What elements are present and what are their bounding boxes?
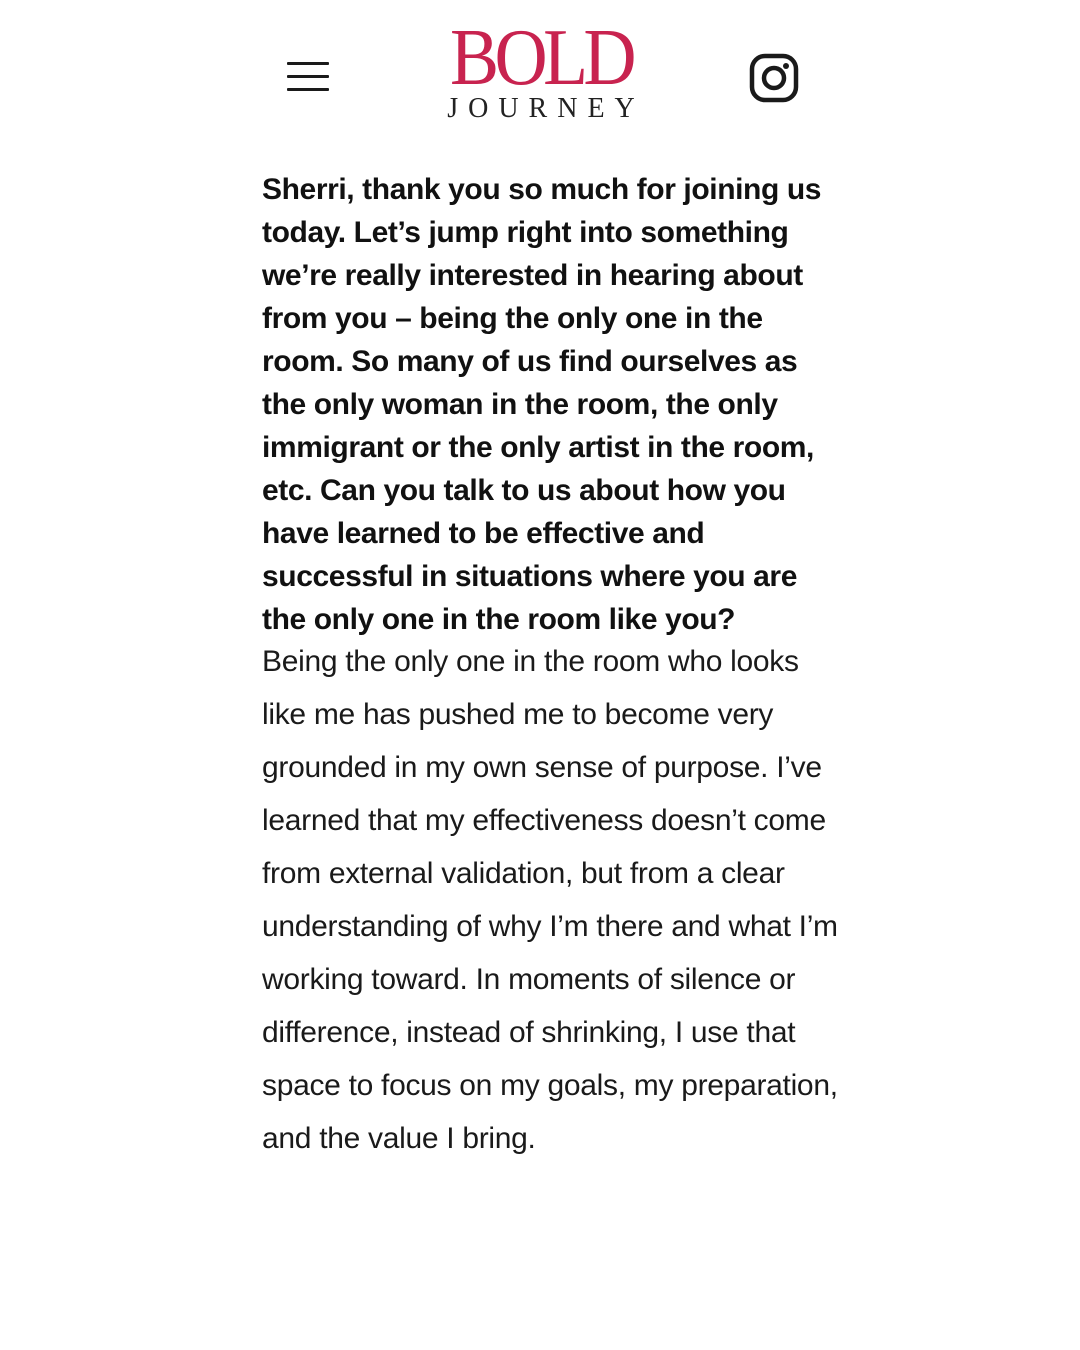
- logo-journey-text: JOURNEY: [447, 93, 645, 124]
- site-header: [0, 0, 1080, 140]
- instagram-button[interactable]: [748, 52, 800, 104]
- interview-answer: Being the only one in the room who looks like me has pushed me to become very grounded in my own sense of purpose. I’ve learned that my effectiveness doesn’t come from external validation, but from a clear understanding of why I’m there and what I’m working toward. In moments of silence or difference, instead of shrinking, I use that space to focus on my goals, my preparation, and the value I bring.: [262, 645, 838, 1155]
- hamburger-line: [287, 88, 329, 91]
- article-body: [262, 168, 842, 1165]
- hamburger-menu-icon: [287, 62, 329, 65]
- logo-bold-text: BOLD: [450, 14, 632, 102]
- menu-button[interactable]: [280, 52, 334, 102]
- site-logo[interactable]: [410, 14, 672, 130]
- hamburger-line: [287, 75, 329, 78]
- instagram-icon: [748, 52, 800, 104]
- interview-question: Sherri, thank you so much for joining us today. Let’s jump right into something we’re really interested in hearing about from you – being the only one in the room. So many of us find ourselves as the only woman in the room, the only immigrant or the only artist in the room, etc. Can you talk to us about how you have learned to be effective and successful in situations where you are the only one in the room like you?: [262, 173, 822, 636]
